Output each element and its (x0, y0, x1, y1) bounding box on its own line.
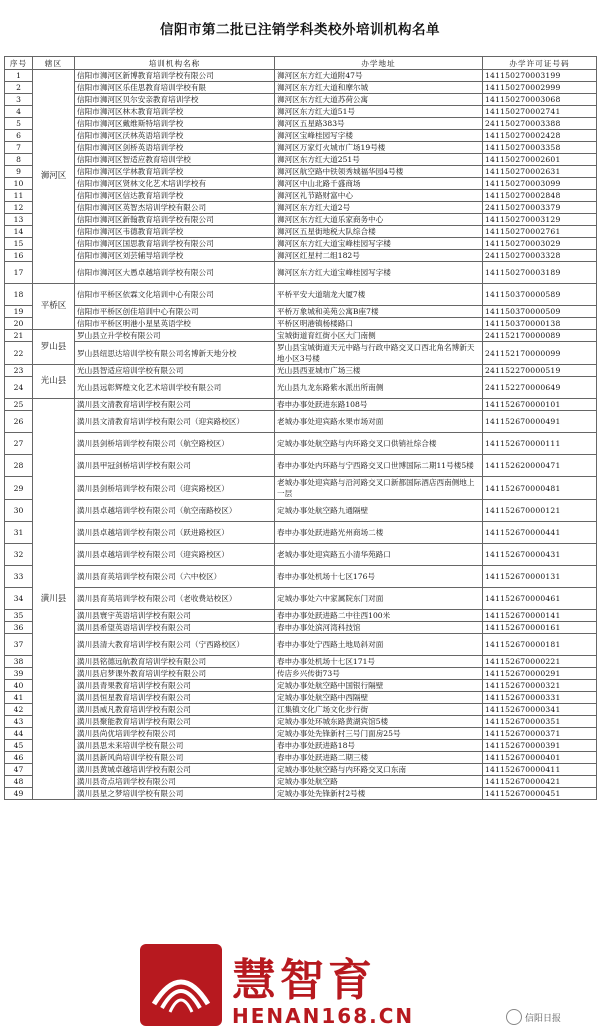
row-number: 18 (5, 284, 33, 306)
row-number: 17 (5, 262, 33, 284)
row-number: 35 (5, 610, 33, 622)
row-number: 16 (5, 250, 33, 262)
institution-address: 定城办事处航空路中西隔壁 (275, 692, 483, 704)
institution-name: 潢川县寰宇英语培训学校有限公司 (75, 610, 275, 622)
institution-name: 罗山县立升学校有限公司 (75, 330, 275, 342)
row-number: 19 (5, 306, 33, 318)
table-row (5, 680, 597, 692)
table-row (5, 500, 597, 522)
institution-address: 春申办事处机场十七区176号 (275, 566, 483, 588)
table-row (5, 692, 597, 704)
institution-address: 定城办事处先锋新村2号楼 (275, 788, 483, 800)
row-number: 34 (5, 588, 33, 610)
institution-name: 潢川县启梦课外教育培训学校有限公司 (75, 668, 275, 680)
institution-address: 浉河区礼节路财富中心 (275, 190, 483, 202)
institution-name: 潢川县文清教育培训学校有限公司 (75, 399, 275, 411)
institution-name: 信阳市浉河区韦德教育培训学校 (75, 226, 275, 238)
institution-address: 浉河区东方红大道宝峰桂园写字楼 (275, 262, 483, 284)
license-number: 141150270003068 (483, 94, 597, 106)
row-number: 47 (5, 764, 33, 776)
institution-address: 光山县西亚城市广场三楼 (275, 365, 483, 377)
license-number: 141152670000481 (483, 477, 597, 500)
table-row (5, 764, 597, 776)
license-number: 141152670000181 (483, 634, 597, 656)
institution-name: 信阳市浉河区新翰教育培训学校有限公司 (75, 214, 275, 226)
row-number: 9 (5, 166, 33, 178)
table-row (5, 318, 597, 330)
license-number: 141150270002631 (483, 166, 597, 178)
license-number: 141152670000401 (483, 752, 597, 764)
table-body (5, 70, 597, 800)
institution-address: 春申办事处滨河湾科技馆 (275, 622, 483, 634)
institution-address: 宝城街道育红街小区大门南侧 (275, 330, 483, 342)
license-number: 141150270003189 (483, 262, 597, 284)
table-row (5, 262, 597, 284)
institution-name: 信阳市平桥区创佳培训中心有限公司 (75, 306, 275, 318)
institution-name: 潢川县聚能教育培训学校有限公司 (75, 716, 275, 728)
institution-address: 浉河区东方红大道附47号 (275, 70, 483, 82)
license-number: 141150270002601 (483, 154, 597, 166)
row-number: 5 (5, 118, 33, 130)
institution-address: 平桥平安大道瑞龙大厦7楼 (275, 284, 483, 306)
license-number: 141152670000121 (483, 500, 597, 522)
institution-name: 潢川县青果教育培训学校有限公司 (75, 680, 275, 692)
table-row (5, 82, 597, 94)
row-number: 29 (5, 477, 33, 500)
table-row (5, 455, 597, 477)
license-number: 141150370000509 (483, 306, 597, 318)
table-row (5, 94, 597, 106)
table-row (5, 740, 597, 752)
institution-name: 潢川县清大教育培训学校有限公司（宁西路校区） (75, 634, 275, 656)
table-row (5, 190, 597, 202)
license-number: 141150270002999 (483, 82, 597, 94)
table-row (5, 130, 597, 142)
institution-name: 信阳市浉河区信达教育培训学校 (75, 190, 275, 202)
institution-name: 信阳市平桥区依霖文化培训中心有限公司 (75, 284, 275, 306)
license-number: 141152670000161 (483, 622, 597, 634)
institution-address: 定城办事处航空路与内环路交叉口供销社综合楼 (275, 433, 483, 455)
institution-name: 信阳市浉河区英智杰培训学校有限公司 (75, 202, 275, 214)
table-row (5, 238, 597, 250)
license-number: 141152670000391 (483, 740, 597, 752)
institution-address: 浉河区航空路中铁领秀城福华园4号楼 (275, 166, 483, 178)
institution-address: 春申办事处内环路与宁西路交叉口世博国际二期11号楼5楼 (275, 455, 483, 477)
license-number: 241150270003379 (483, 202, 597, 214)
institution-address: 春申办事处跃进路光州商场二楼 (275, 522, 483, 544)
institution-address: 光山县九龙东路紫水派出所南侧 (275, 377, 483, 399)
row-number: 27 (5, 433, 33, 455)
row-number: 3 (5, 94, 33, 106)
institution-address: 春申办事处宁西路土地局斜对面 (275, 634, 483, 656)
institution-address: 浉河区东方红大道251号 (275, 154, 483, 166)
table-row (5, 365, 597, 377)
institution-name: 潢川县黄城卓越培训学校有限公司 (75, 764, 275, 776)
license-number: 141152670000351 (483, 716, 597, 728)
institution-name: 信阳市浉河区大愚卓越培训学校有限公司 (75, 262, 275, 284)
institution-address: 定城办事处航空路与内环路交叉口东南 (275, 764, 483, 776)
license-number: 141152670000461 (483, 588, 597, 610)
table-row (5, 752, 597, 764)
district-cell: 平桥区 (33, 284, 75, 330)
license-number: 141152670000111 (483, 433, 597, 455)
table-row (5, 377, 597, 399)
license-number: 141152670000451 (483, 788, 597, 800)
row-number: 28 (5, 455, 33, 477)
table-row (5, 728, 597, 740)
institution-name: 信阳市浉河区乐佳思教育培训学校有限 (75, 82, 275, 94)
row-number: 7 (5, 142, 33, 154)
license-number: 141150270002761 (483, 226, 597, 238)
row-number: 30 (5, 500, 33, 522)
license-number: 241152270000519 (483, 365, 597, 377)
logo-mark-icon (140, 944, 222, 1026)
institution-address: 老城办事处迎宾路与沿河路交叉口新都国际酒店西南侧地上一层 (275, 477, 483, 500)
institution-address: 浉河区五星路383号 (275, 118, 483, 130)
institution-name: 潢川县剑桥培训学校有限公司（迎宾路校区） (75, 477, 275, 500)
license-number: 241152170000089 (483, 330, 597, 342)
institution-name: 信阳市浉河区戴维斯特培训学校 (75, 118, 275, 130)
table-row (5, 118, 597, 130)
license-number: 141152670000411 (483, 764, 597, 776)
table-row (5, 588, 597, 610)
table-row (5, 250, 597, 262)
license-number: 141152670000341 (483, 704, 597, 716)
watermark-en: HENAN168.CN (232, 1004, 415, 1028)
institution-name: 潢川县新风尚培训学校有限公司 (75, 752, 275, 764)
table-row (5, 566, 597, 588)
license-number: 241152270000649 (483, 377, 597, 399)
institution-address: 平桥万象城和美苑公寓B座7楼 (275, 306, 483, 318)
row-number: 10 (5, 178, 33, 190)
license-number: 141150270003099 (483, 178, 597, 190)
institution-address: 江集镇文化广场文化步行街 (275, 704, 483, 716)
table-row (5, 788, 597, 800)
institution-name: 信阳市浉河区新博教育培训学校有限公司 (75, 70, 275, 82)
license-number: 141150370000589 (483, 284, 597, 306)
institution-address: 定城办事处航空路 (275, 776, 483, 788)
institution-name: 潢川县尚优培训学校有限公司 (75, 728, 275, 740)
institution-table (4, 56, 597, 800)
institution-name: 信阳市浉河区贝尔安亲教育培训学校 (75, 94, 275, 106)
table-row (5, 70, 597, 82)
row-number: 37 (5, 634, 33, 656)
table-row (5, 284, 597, 306)
table-row (5, 704, 597, 716)
table-row (5, 433, 597, 455)
institution-name: 潢川县甲冠剑桥培训学校有限公司 (75, 455, 275, 477)
table-row (5, 306, 597, 318)
row-number: 8 (5, 154, 33, 166)
table-row (5, 330, 597, 342)
row-number: 42 (5, 704, 33, 716)
institution-address: 春申办事处机场十七区171号 (275, 656, 483, 668)
institution-address: 浉河区中山北路千盛商场 (275, 178, 483, 190)
district-cell: 浉河区 (33, 70, 75, 284)
row-number: 36 (5, 622, 33, 634)
license-number: 141150270002741 (483, 106, 597, 118)
institution-name: 潢川县育英培训学校有限公司（老收费站校区） (75, 588, 275, 610)
license-number: 241152170000099 (483, 342, 597, 365)
institution-name: 信阳市浉河区贤林文化艺术培训学校有 (75, 178, 275, 190)
license-number: 241150270003388 (483, 118, 597, 130)
row-number: 32 (5, 544, 33, 566)
row-number: 1 (5, 70, 33, 82)
institution-name: 光山县智适应培训学校有限公司 (75, 365, 275, 377)
row-number: 26 (5, 411, 33, 433)
institution-name: 信阳市浉河区刘芸辅导培训学校 (75, 250, 275, 262)
wechat-icon (506, 1009, 522, 1025)
license-number: 141150270002848 (483, 190, 597, 202)
institution-address: 春申办事处跃进路18号 (275, 740, 483, 752)
row-number: 43 (5, 716, 33, 728)
row-number: 25 (5, 399, 33, 411)
institution-name: 潢川县卓越培训学校有限公司（迎宾路校区） (75, 544, 275, 566)
row-number: 48 (5, 776, 33, 788)
license-number: 141152670000441 (483, 522, 597, 544)
license-number: 141152670000331 (483, 692, 597, 704)
row-number: 49 (5, 788, 33, 800)
row-number: 14 (5, 226, 33, 238)
district-cell: 潢川县 (33, 399, 75, 800)
row-number: 22 (5, 342, 33, 365)
row-number: 2 (5, 82, 33, 94)
source-badge-text: 信阳日报 (525, 1013, 562, 1024)
institution-name: 潢川县思未来培训学校有限公司 (75, 740, 275, 752)
license-number: 141150370000138 (483, 318, 597, 330)
watermark-cn: 慧智育 (232, 955, 376, 1006)
institution-address: 罗山县宝城街道天元中路与行政中路交叉口西北角名博新天地小区3号楼 (275, 342, 483, 365)
table-row (5, 716, 597, 728)
row-number: 13 (5, 214, 33, 226)
license-number: 141152670000141 (483, 610, 597, 622)
institution-name: 信阳市浉河区国思教育培训学校有限公司 (75, 238, 275, 250)
row-number: 41 (5, 692, 33, 704)
institution-name: 潢川县恒星教育培训学校有限公司 (75, 692, 275, 704)
institution-name: 信阳市平桥区明港小星星英语学校 (75, 318, 275, 330)
header-address: 办学地址 (275, 57, 483, 70)
institution-address: 浉河区东方红大道乐家商务中心 (275, 214, 483, 226)
institution-address: 定城办事处航空路中国银行隔壁 (275, 680, 483, 692)
page-title: 信阳市第二批已注销学科类校外培训机构名单 (160, 22, 440, 38)
institution-address: 春申办事处跃进路二中往西100米 (275, 610, 483, 622)
institution-name: 潢川县希望英语培训学校有限公司 (75, 622, 275, 634)
institution-name: 信阳市浉河区智适应教育培训学校 (75, 154, 275, 166)
institution-address: 浉河区五星街地税大队综合楼 (275, 226, 483, 238)
license-number: 141152670000101 (483, 399, 597, 411)
row-number: 45 (5, 740, 33, 752)
license-number: 141152670000371 (483, 728, 597, 740)
license-number: 141152670000131 (483, 566, 597, 588)
license-number: 141150270003358 (483, 142, 597, 154)
license-number: 141150270003199 (483, 70, 597, 82)
row-number: 6 (5, 130, 33, 142)
row-number: 24 (5, 377, 33, 399)
row-number: 31 (5, 522, 33, 544)
row-number: 20 (5, 318, 33, 330)
license-number: 141150270003029 (483, 238, 597, 250)
row-number: 44 (5, 728, 33, 740)
institution-name: 潢川县卓越培训学校有限公司（航空南路校区） (75, 500, 275, 522)
institution-name: 潢川县星之梦培训学校有限公司 (75, 788, 275, 800)
institution-address: 浉河区东方红大道和摩尔城 (275, 82, 483, 94)
table-row (5, 154, 597, 166)
table-row (5, 668, 597, 680)
institution-name: 潢川县铭德远航教育培训学校有限公司 (75, 656, 275, 668)
institution-address: 春申办事处跃进东路108号 (275, 399, 483, 411)
header-license: 办学许可证号码 (483, 57, 597, 70)
table-row (5, 178, 597, 190)
institution-address: 定城办事处航空路九通隔壁 (275, 500, 483, 522)
row-number: 40 (5, 680, 33, 692)
institution-name: 潢川县奇点培训学校有限公司 (75, 776, 275, 788)
institution-address: 定城办事处六中家属院东门对面 (275, 588, 483, 610)
row-number: 33 (5, 566, 33, 588)
institution-address: 传店乡兴传街73号 (275, 668, 483, 680)
table-row (5, 411, 597, 433)
row-number: 15 (5, 238, 33, 250)
table-row (5, 142, 597, 154)
district-cell: 光山县 (33, 365, 75, 399)
institution-address: 定城办事处环城东路黄湖宾馆5楼 (275, 716, 483, 728)
institution-address: 浉河区红星村二组182号 (275, 250, 483, 262)
table-row (5, 342, 597, 365)
table-row (5, 166, 597, 178)
table-row (5, 656, 597, 668)
table-row (5, 477, 597, 500)
row-number: 39 (5, 668, 33, 680)
district-cell: 罗山县 (33, 330, 75, 365)
row-number: 21 (5, 330, 33, 342)
institution-address: 老城办事处迎宾路水果市场对面 (275, 411, 483, 433)
institution-address: 春申办事处跃进路二期三楼 (275, 752, 483, 764)
license-number: 141152620000471 (483, 455, 597, 477)
institution-name: 信阳市浉河区学林教育培训学校 (75, 166, 275, 178)
license-number: 141152670000321 (483, 680, 597, 692)
row-number: 46 (5, 752, 33, 764)
institution-address: 平桥区明港镇杨楼路口 (275, 318, 483, 330)
institution-name: 信阳市浉河区林木教育培训学校 (75, 106, 275, 118)
institution-name: 潢川县剑桥培训学校有限公司（航空路校区） (75, 433, 275, 455)
institution-name: 潢川县卓越培训学校有限公司（跃进路校区） (75, 522, 275, 544)
institution-name: 潢川县育英培训学校有限公司（六中校区） (75, 566, 275, 588)
license-number: 241150270003328 (483, 250, 597, 262)
watermark-logo (140, 938, 460, 1034)
institution-name: 潢川县威凡教育培训学校有限公司 (75, 704, 275, 716)
institution-address: 浉河区东方红大道51号 (275, 106, 483, 118)
header-district: 辖区 (33, 57, 75, 70)
header-name: 培训机构名称 (75, 57, 275, 70)
license-number: 141152670000491 (483, 411, 597, 433)
institution-name: 光山县远彰辉煌文化艺术培训学校有限公司 (75, 377, 275, 399)
table-row (5, 610, 597, 622)
license-number: 141150270002428 (483, 130, 597, 142)
institution-address: 老城办事处迎宾路五小清华苑路口 (275, 544, 483, 566)
license-number: 141150270003129 (483, 214, 597, 226)
institution-address: 浉河区东方红大道宝峰桂园写字楼 (275, 238, 483, 250)
table-row (5, 522, 597, 544)
institution-address: 浉河区万家灯火城市广场19号楼 (275, 142, 483, 154)
license-number: 141152670000291 (483, 668, 597, 680)
table-row (5, 202, 597, 214)
institution-name: 潢川县文清教育培训学校有限公司（迎宾路校区） (75, 411, 275, 433)
header-no: 序号 (5, 57, 33, 70)
row-number: 12 (5, 202, 33, 214)
institution-address: 定城办事处先锋新村三号门面房25号 (275, 728, 483, 740)
institution-address: 浉河区东方红大道2号 (275, 202, 483, 214)
table-row (5, 214, 597, 226)
table-row (5, 544, 597, 566)
institution-name: 信阳市浉河区沃林英语培训学校 (75, 130, 275, 142)
table-row (5, 399, 597, 411)
institution-name: 罗山县纽思达培训学校有限公司名博新天地分校 (75, 342, 275, 365)
license-number: 141152670000421 (483, 776, 597, 788)
table-row (5, 226, 597, 238)
source-badge (506, 1006, 596, 1028)
row-number: 23 (5, 365, 33, 377)
table-row (5, 634, 597, 656)
table-header-row (5, 57, 597, 70)
institution-address: 浉河区宝峰桂园写字楼 (275, 130, 483, 142)
row-number: 4 (5, 106, 33, 118)
table-row (5, 106, 597, 118)
institution-address: 浉河区东方红大道苏荷公寓 (275, 94, 483, 106)
table-row (5, 776, 597, 788)
table-row (5, 622, 597, 634)
license-number: 141152670000221 (483, 656, 597, 668)
license-number: 141152670000431 (483, 544, 597, 566)
row-number: 38 (5, 656, 33, 668)
row-number: 11 (5, 190, 33, 202)
institution-name: 信阳市浉河区剑桥英语培训学校 (75, 142, 275, 154)
